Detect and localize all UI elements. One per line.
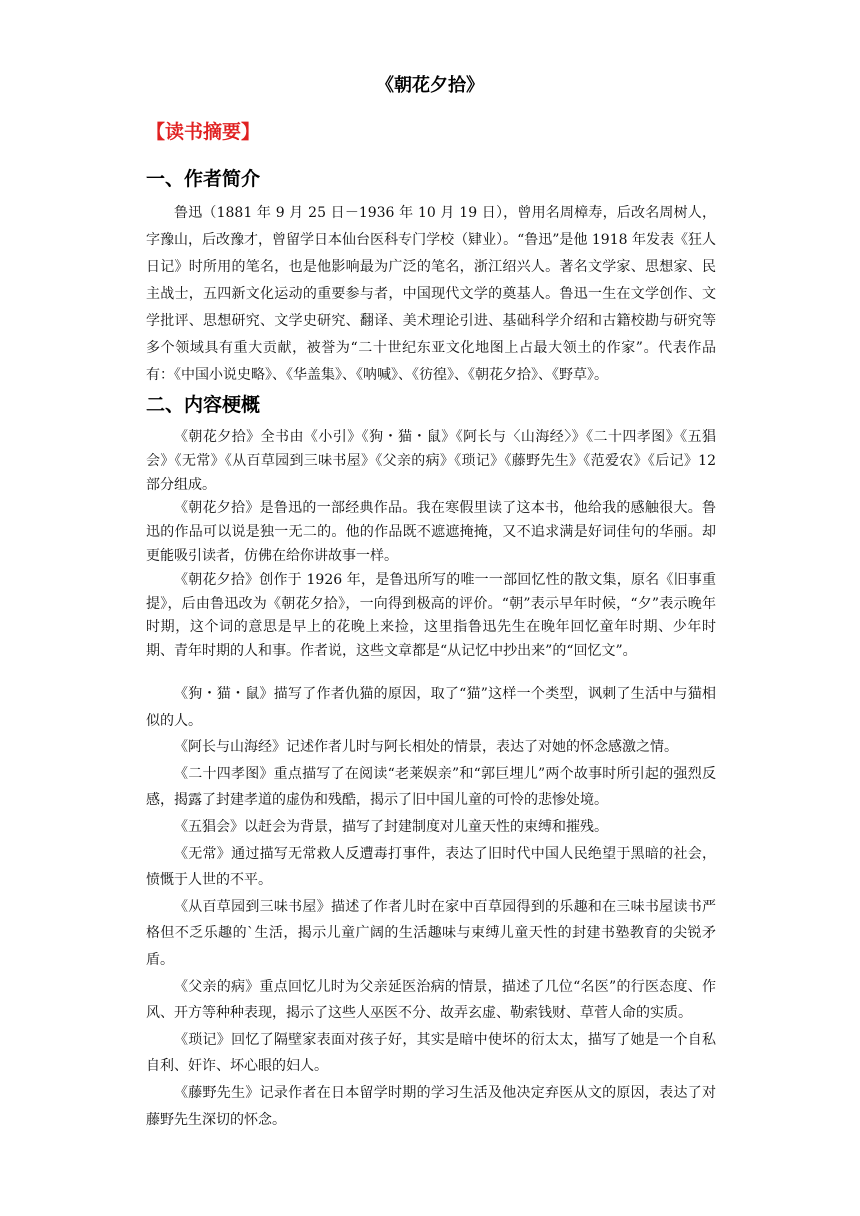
section-heading-author: 一、作者简介	[146, 168, 261, 190]
content-paragraph: 《朝花夕拾》全书由《小引》《狗・猫・鼠》《阿长与〈山海经〉》《二十四孝图》《五猖会》《无常》《从百草园到三味书屋》《父亲的病》《琐记》《藤野先生》《范爱农》《后记》12 部分组成。	[146, 429, 716, 493]
section-heading-summary: 二、内容梗概	[146, 394, 261, 416]
content-paragraph: 《无常》通过描写无常救人反遭毒打事件，表达了旧时代中国人民绝望于黑暗的社会，愤慨于人世的不平。	[146, 845, 716, 889]
content-paragraph: 《父亲的病》重点回忆儿时为父亲延医治病的情景，描述了几位“名医”的行医态度、作风、开方等种种表现，揭示了这些人巫医不分、故弄玄虚、勒索钱财、草菅人命的实质。	[146, 978, 716, 1022]
author-intro-paragraph: 鲁迅（1881 年 9 月 25 日－1936 年 10 月 19 日），曾用名周樟寿，后改名周树人，字豫山，后改豫才，曾留学日本仙台医科专门学校（肄业）。“鲁迅”是他 1918 年发表《狂人日记》时所用的笔名，也是他影响最为广泛的笔名，浙江绍兴人。著名文学家、思想家、民主战士，五四新文化运动的重要参与者，中国现代文学的奠基人。鲁迅一生在文学创作、文学批评、思想研究、文学史研究、翻译、美术理论引进、基础科学介绍和古籍校勘与研究等多个领域具有重大贡献，被誉为“二十世纪东亚文化地图上占最大领土的作家”。代表作品有：《中国小说史略》、《华盖集》、《呐喊》、《彷徨》、《朝花夕拾》、《野草》。	[146, 205, 716, 383]
content-paragraph: 《琐记》回忆了隔壁家表面对孩子好，其实是暗中使坏的衍太太，描写了她是一个自私自利、奸诈、坏心眼的妇人。	[146, 1031, 716, 1075]
content-paragraph: 《狗・猫・鼠》描写了作者仇猫的原因，取了“猫”这样一个类型，讽刺了生活中与猫相似的人。	[146, 686, 716, 729]
document-title: 《朝花夕拾》	[376, 75, 484, 96]
content-paragraph: 《五猖会》以赶会为背景，描写了封建制度对儿童天性的束缚和摧残。	[174, 818, 608, 835]
content-paragraph: 《从百草园到三味书屋》描述了作者儿时在家中百草园得到的乐趣和在三味书屋读书严格但不乏乐趣的`生活，揭示儿童广阔的生活趣味与束缚儿童天性的封建书塾教育的尖锐矛盾。	[146, 898, 716, 968]
content-paragraph: 《二十四孝图》重点描写了在阅读“老莱娱亲”和“郭巨埋儿”两个故事时所引起的强烈反感，揭露了封建孝道的虚伪和残酷，揭示了旧中国儿童的可怜的悲惨处境。	[146, 765, 716, 809]
content-block-a	[146, 426, 716, 664]
content-paragraph: 《藤野先生》记录作者在日本留学时期的学习生活及他决定弃医从文的原因，表达了对藤野先生深切的怀念。	[146, 1084, 716, 1128]
content-paragraph: 《朝花夕拾》创作于 1926 年，是鲁迅所写的唯一一部回忆性的散文集，原名《旧事重提》，后由鲁迅改为《朝花夕拾》，一向得到极高的评价。“朝”表示早年时候，“夕”表示晚年时期，这个词的意思是早上的花晚上来捡，这里指鲁迅先生在晚年回忆童年时期、少年时期、青年时期的人和事。作者说，这些文章都是“从记忆中抄出来”的“回忆文”。	[146, 571, 716, 660]
content-paragraph: 《阿长与山海经》记述作者儿时与阿长相处的情景，表达了对她的怀念感激之情。	[174, 739, 678, 756]
content-block-b	[146, 681, 716, 1133]
reading-summary-label: 【读书摘要】	[146, 121, 261, 143]
author-intro-block	[146, 200, 716, 389]
content-paragraph: 《朝花夕拾》是鲁迅的一部经典作品。我在寒假里读了这本书，他给我的感触很大。鲁迅的作品可以说是独一无二的。他的作品既不遮遮掩掩，又不追求满是好词佳句的华丽。却更能吸引读者，仿佛在给你讲故事一样。	[146, 500, 716, 564]
